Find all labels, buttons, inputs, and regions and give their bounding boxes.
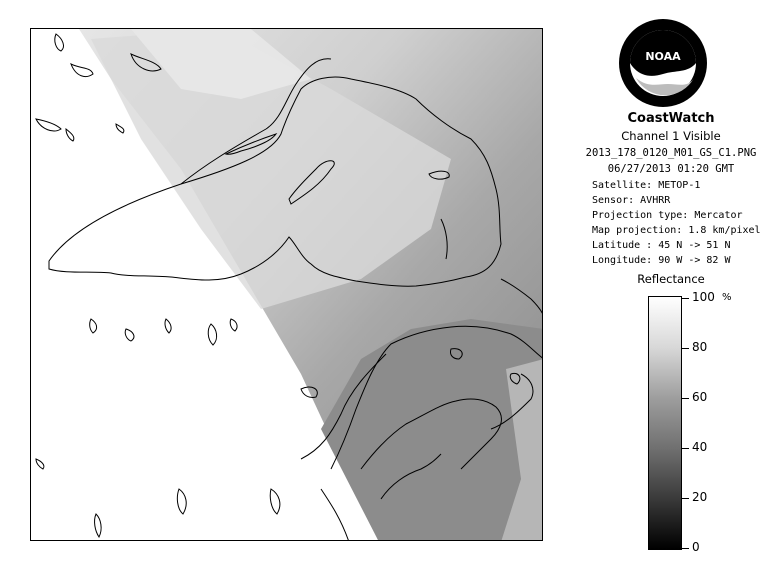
- latitude-label: Latitude : 45 N -> 51 N: [592, 240, 731, 251]
- scale-tick-label: 100: [692, 290, 715, 304]
- satellite-label: Satellite: METOP-1: [592, 180, 701, 191]
- sensor-label: Sensor: AVHRR: [592, 195, 671, 206]
- scale-label: Reflectance: [637, 272, 705, 286]
- scale-tick-label: 40: [692, 440, 708, 454]
- scale-tick: [682, 548, 689, 549]
- scale-unit: %: [722, 292, 732, 303]
- scale-tick: [682, 498, 689, 499]
- satellite-image-panel: [30, 28, 543, 541]
- scale-tick-label: 60: [692, 390, 708, 404]
- satellite-map: [31, 29, 543, 541]
- longitude-label: Longitude: 90 W -> 82 W: [592, 255, 731, 266]
- scale-tick: [682, 348, 689, 349]
- scale-tick: [682, 398, 689, 399]
- app-title: CoastWatch: [627, 111, 715, 126]
- scale-tick-label: 20: [692, 490, 708, 504]
- scale-tick-label: 80: [692, 340, 708, 354]
- reflectance-color-scale: [648, 296, 682, 550]
- scale-tick: [682, 448, 689, 449]
- channel-label: Channel 1 Visible: [621, 129, 721, 143]
- projection-type-label: Projection type: Mercator: [592, 210, 743, 221]
- scale-tick: [682, 298, 689, 299]
- logo-text: NOAA: [645, 50, 681, 63]
- map-projection-label: Map projection: 1.8 km/pixel: [592, 225, 761, 236]
- filename-label: 2013_178_0120_M01_GS_C1.PNG: [585, 147, 757, 159]
- scale-tick-label: 0: [692, 540, 700, 554]
- datetime-label: 06/27/2013 01:20 GMT: [607, 163, 735, 175]
- noaa-logo: [618, 18, 708, 108]
